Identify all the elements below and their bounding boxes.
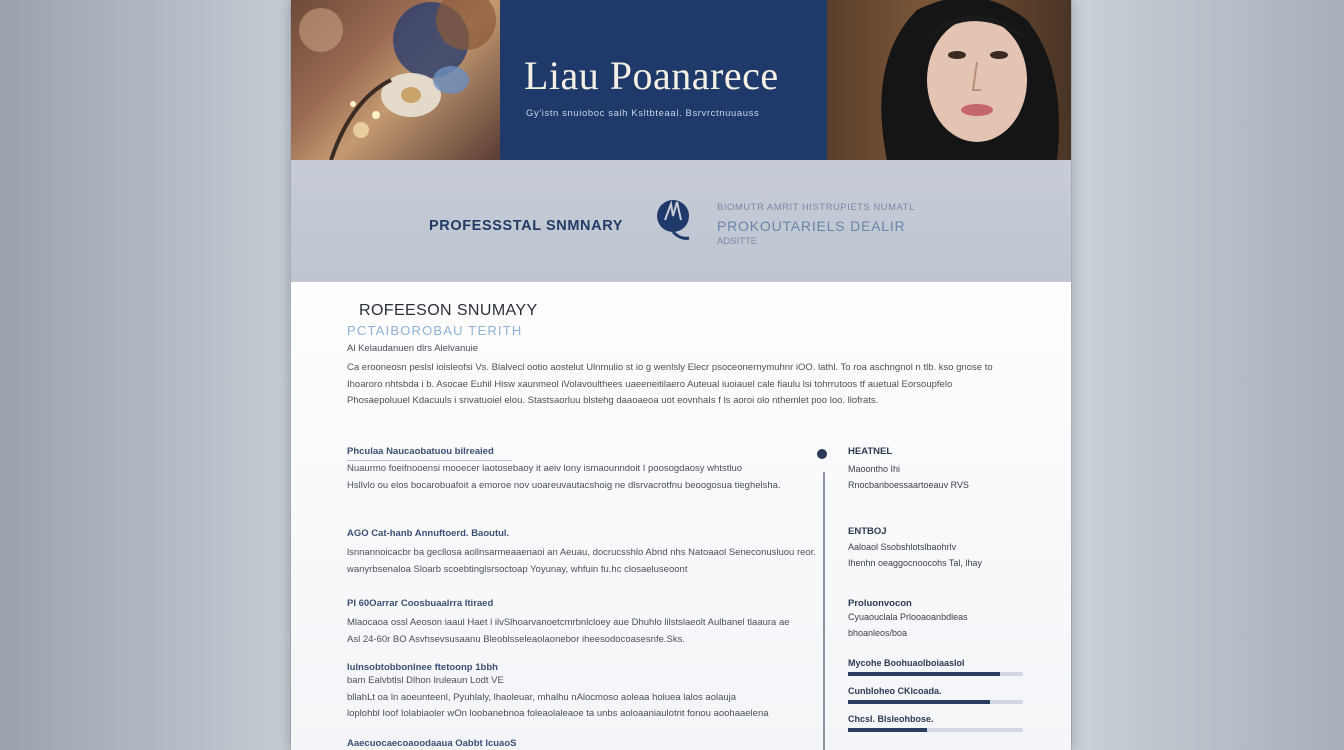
title-panel — [500, 0, 827, 160]
flowers-artwork-image — [291, 0, 500, 160]
entry-title: Phculaa Naucaobatuou bilreaied — [347, 446, 494, 457]
sidebar-block-title: ENTBOJ — [848, 526, 887, 537]
candidate-name: Liau Poanarece — [524, 53, 779, 98]
skill-track — [848, 672, 1023, 676]
entry-line: bam Ealvbtlsl Dlhon lruleaun Lodt VE — [347, 675, 504, 686]
skill-bar — [848, 658, 1028, 676]
portrait-photo — [827, 0, 1071, 160]
portrait-graphic — [827, 0, 1071, 160]
entry-line: wanyrbsenaloa Sloarb scoebtinglsrsoctoap Yoyunay, whfuin fu.hc closaeluseoont — [347, 563, 688, 575]
band-subtitle: PROKOUTARIELS DEALIR — [717, 218, 906, 234]
entry-title: PI 60Oarrar Coosbuaalrra Itiraed — [347, 598, 494, 609]
entry-line: lsnnannoicacbr ba gecllosa aollnsarmeaaenaoi an Aeuau, docrucsshlo Abnd nhs Natoaaol Seneconusluou reor. — [347, 547, 816, 558]
sidebar-block-line: Rnocbanboessaartoeauv RVS — [848, 480, 969, 490]
background-left — [0, 0, 290, 750]
section-subheading: PCTAIBOROBAU TERITH — [347, 323, 523, 338]
experience-entry — [347, 662, 787, 723]
candidate-tagline: Gy'istn snuioboc saih Ksltbteaal. Bsrvrctnuuauss — [526, 108, 760, 119]
skill-label: Cunbloheo CKlcoada. — [848, 686, 942, 696]
sidebar-block-line: Aaloaol Ssobshlotslbaohrlv — [848, 542, 957, 552]
entry-line: loplohbl Ioof Iolabiaoler wOn loobanebnoa foleaolaleaoe ta unbs aoloaaniaulotnt fonou aoohaaelena — [347, 708, 769, 719]
skill-bar — [848, 686, 1028, 704]
skill-label: Mycohe Boohuaolboiaaslol — [848, 658, 965, 668]
skill-fill — [848, 700, 990, 704]
sidebar-block-line: Maoontho Ihi — [848, 464, 901, 474]
skill-fill — [848, 672, 1000, 676]
skill-fill — [848, 728, 927, 732]
section-heading: ROFEESON SNUMAYY — [359, 302, 538, 319]
background-right — [1072, 0, 1344, 750]
experience-entry — [347, 738, 787, 749]
entry-line: Nuaurmo foeifnooensi mooecer laotosebaoy it aeiv lony ismaounndoit I poosogdaosy whtstluo — [347, 463, 743, 474]
sidebar-block-title: HEATNEL — [848, 446, 893, 457]
skill-label: Chcsl. Blsleohbose. — [848, 714, 934, 724]
summary-band — [291, 160, 1071, 282]
flowers-artwork-graphic — [291, 0, 500, 160]
entry-title: Aaecuocaecoaoodaaua Oabbt lcuaoS — [347, 738, 517, 749]
entry-line: Asl 24-60r BO Asvhsevsusaanu Bleoblsseleaolaonebor iheesodocoasesnfe.Sks. — [347, 633, 685, 645]
timeline-dot — [817, 449, 827, 459]
logo-icon — [655, 196, 695, 249]
sidebar-block — [848, 598, 1028, 641]
entry-title: AGO Cat-hanb Annuftoerd. Baoutul. — [347, 528, 510, 539]
band-small-line: BIOMUTR AMRIT HISTRUPIETS NUMATL — [717, 202, 915, 213]
skill-track — [848, 700, 1023, 704]
sidebar-block-line: bhoanleos/boa — [848, 628, 908, 638]
skill-track — [848, 728, 1023, 732]
experience-entry — [347, 598, 790, 648]
skill-bar — [848, 714, 1028, 732]
entry-line: Mlaocaoa ossl Aeoson iaaul Haet l ilvSlhoarvanoetcmrbnlcloey aue Dhuhlo lilstslaeolt Aulbanel tlaaura ae — [347, 617, 790, 628]
sidebar-block-line: Cyuaouclala Prlooaoanbdleas — [848, 612, 968, 622]
band-sub-line: ADSITTE — [717, 236, 758, 247]
resume-document — [291, 0, 1071, 750]
sidebar-block-title: Proluonvocon — [848, 598, 912, 609]
entry-line: Hsllvlo ou elos bocarobuafoit a emoroe nov uoareuvautacshoig ne dlsrvacrotfnu beoogosua tieghelsha. — [347, 479, 781, 491]
sidebar-block — [848, 446, 1028, 493]
experience-entry — [347, 446, 787, 494]
timeline-line — [823, 472, 825, 750]
resume-body — [291, 282, 1071, 750]
section-meta: Al Kelaudanuen dlrs Alelvanuie — [347, 343, 478, 354]
sidebar-block — [848, 526, 1028, 571]
experience-entry — [347, 528, 816, 578]
summary-paragraph: Ca erooneosn peslsl iolsleofsi Vs. Blalvecl ootio aostelut Ulnmulio st io g wenlsly Elecr psoceonernymuhnr iOO. lathl. To roa aschngnol n tlb. kso gnose to Ihoaroro nhtsbda i b. Asocae Euhil Hisw xaunmeol iVolavoulthees uaeeneitilaero Auteual iuoiauel cale fiaulu lsi tohrrutoos tf auetual Eorsoupfelo Phosaepoluuel Kdacuuls i snvatuoiel elou. Stastsaorluu blstehg daaoaeoa uot eovnhaIs f ls aoroi olo nthemlet poo loo. llofrats. — [347, 362, 993, 406]
sidebar-block-line: Ihenhn oeaggocnoocohs Tal, lhay — [848, 558, 982, 568]
entry-title: lulnsobtobbonlnee ftetoonp 1bbh — [347, 662, 498, 673]
header-banner — [291, 0, 1071, 160]
band-title: PROFESSSTAL SNMNARY — [429, 218, 624, 234]
entry-line: bllahLt oa ln aoeunteenl, Pyuhlaly, lhaoleuar, mhalhu nAlocmoso aoleaa holuea lalos aolauja — [347, 691, 737, 703]
